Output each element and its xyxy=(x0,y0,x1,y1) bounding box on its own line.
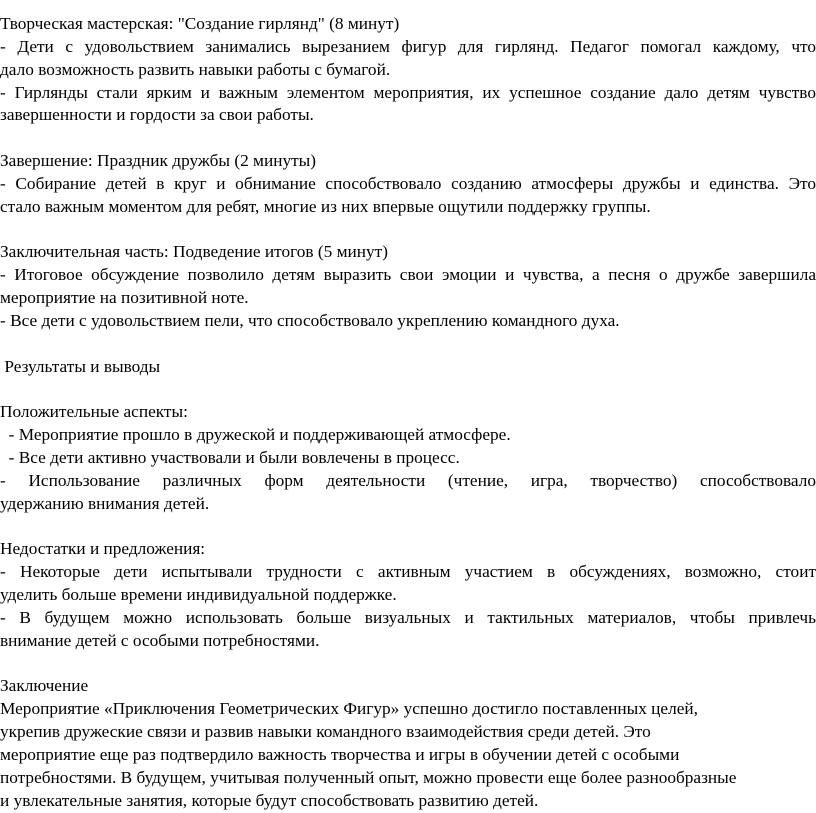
text-line: завершенности и гордости за свои работы. xyxy=(0,105,314,125)
document-section xyxy=(0,356,816,379)
document-section xyxy=(0,13,816,127)
text-line: - В будущем можно использовать больше визуальных и тактильных материалов, чтобы привлечь xyxy=(0,607,816,627)
document-section xyxy=(0,401,816,515)
section-first-line: Творческая мастерская: "Создание гирлянд" (8 минут) xyxy=(0,14,400,33)
text-line: уделить больше времени индивидуальной поддержке. xyxy=(0,585,397,605)
text-line: стало важным моментом для ребят, многие из них впервые ощутили поддержку группы. xyxy=(0,196,651,216)
document-body xyxy=(0,13,816,813)
text-line: укрепив дружеские связи и развив навыки командного взаимодействия среди детей. Это xyxy=(0,722,651,742)
text-line: - Использование различных форм деятельности (чтение, игра, творчество) способствовало xyxy=(0,470,816,490)
text-line: - Все дети с удовольствием пели, что способствовало укреплению командного духа. xyxy=(0,310,620,330)
section-first-line: Недостатки и предложения: xyxy=(0,539,206,559)
text-line: внимание детей с особыми потребностями. xyxy=(0,630,320,650)
text-line: - Собирание детей в круг и обнимание способствовало созданию атмосферы дружбы и единства. Это xyxy=(0,173,816,193)
text-line: - Дети с удовольствием занимались вырезанием фигур для гирлянд. Педагог помогал каждому, что xyxy=(0,36,816,56)
paragraph-spacer xyxy=(0,379,816,402)
document-section xyxy=(0,675,816,812)
section-first-line: Заключение xyxy=(0,676,89,696)
paragraph-spacer xyxy=(0,219,816,242)
text-line: мероприятие еще раз подтвердило важность творчества и игры в обучении детей с особыми xyxy=(0,745,680,764)
paragraph-spacer xyxy=(0,516,816,539)
text-line: - Мероприятие прошло в дружеской и поддерживающей атмосфере. xyxy=(0,425,511,445)
paragraph-spacer xyxy=(0,127,816,150)
text-line: дало возможность развить навыки работы с бумагой. xyxy=(0,59,391,79)
paragraph-spacer xyxy=(0,333,816,356)
text-line: - Итоговое обсуждение позволило детям выразить свои эмоции и чувства, а песня о дружбе завершила xyxy=(0,265,816,285)
section-first-line: Положительные аспекты: xyxy=(0,402,188,422)
section-first-line: Заключительная часть: Подведение итогов (5 минут) xyxy=(0,242,388,262)
text-line: потребностями. В будущем, учитывая полученный опыт, можно провести еще более разнообразные xyxy=(0,767,737,787)
text-line: Мероприятие «Приключения Геометрических Фигур» успешно достигло поставленных целей, xyxy=(0,699,698,719)
paragraph-spacer xyxy=(0,653,816,676)
section-first-line: Завершение: Праздник дружбы (2 минуты) xyxy=(0,151,317,171)
document-section xyxy=(0,538,816,652)
text-line: и увлекательные занятия, которые будут способствовать развитию детей. xyxy=(0,790,539,810)
text-line: удержанию внимания детей. xyxy=(0,493,210,513)
document-section xyxy=(0,241,816,332)
text-line: - Гирлянды стали ярким и важным элементом мероприятия, их успешное создание дало детям чувство xyxy=(0,82,816,102)
text-line: - Некоторые дети испытывали трудности с активным участием в обсуждениях, возможно, стоит xyxy=(0,562,816,582)
document-section xyxy=(0,150,816,219)
text-line: мероприятие на позитивной ноте. xyxy=(0,288,249,308)
text-line: - Все дети активно участвовали и были вовлечены в процесс. xyxy=(0,448,460,468)
section-first-line: Результаты и выводы xyxy=(0,356,161,376)
